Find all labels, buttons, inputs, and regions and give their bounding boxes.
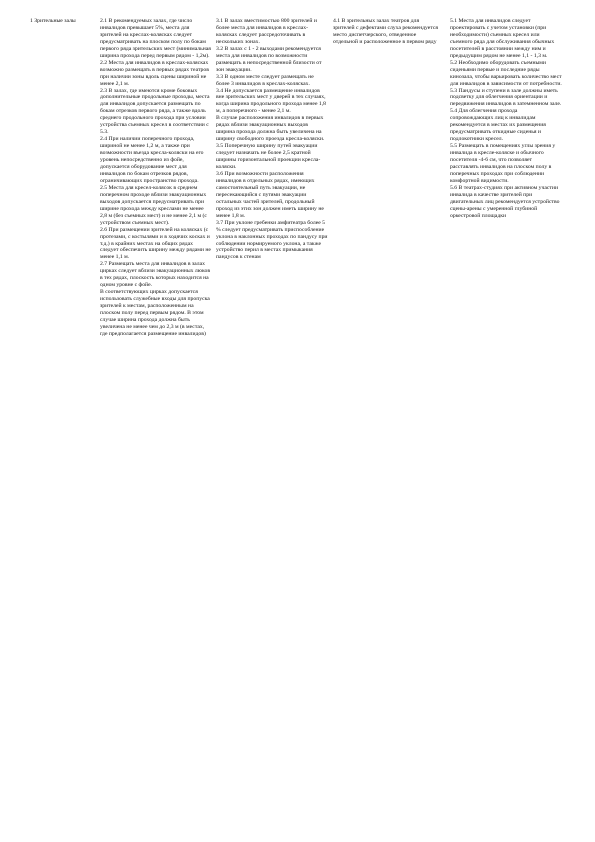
paragraph: 3.2 В залах с 1 - 2 выходами рекомендуется места для инвалидов по возможности размещать в непосредственной близости от зон эвакуации.	[216, 45, 322, 73]
paragraph: 3.5 Поперечную ширину путей эвакуации следует назначать не более 2,5 кратной ширины горизонтальной проекции кресла-коляски.	[216, 143, 321, 171]
paragraph: 1 Зрительные залы	[30, 18, 76, 24]
column-section-3	[216, 18, 328, 261]
paragraph: 5.3 Пандусы и ступени в зале должны иметь подсветку для облегчения ориентации и передвижения инвалидов в затемненном зале.	[450, 87, 562, 108]
paragraph: 5.4 Для облегчения прохода сопровождающих лиц к инвалидам рекомендуется в местах их размещения предусматривать откидные сиденья и подлокотники кресел.	[450, 108, 546, 143]
paragraph: 2.3 В залах, где имеются кроме боковых дополнительные продольные проходы, места для инвалидов допускается размещать по бокам отрезков первого ряда, а также вдоль среднего продольного прохода при условии устройства съемных кресел в соответствии с 5.3.	[100, 87, 210, 136]
paragraph: 2.1 В рекомендуемых залах, где число инвалидов превышает 5%, места для зрителей на креслах-колясках следует предусматривать на плоском полу по бокам первого ряда зрительских мест (минимальная ширина прохода перед первым рядом - 1,2м).	[100, 18, 211, 59]
paragraph: 4.1 В зрительных залах театров для зрителей с дефектами слуха рекомендуется место диспетчерского, отведенное отдельной и расположенное в первом ряду	[333, 18, 438, 45]
column-zone-name	[30, 18, 82, 25]
paragraph: 2.4 При наличии поперечного прохода, шириной не менее 1,2 м, а также при возможности въезда кресла-коляски на его уровень непосредственно из фойе, допускается оборудование мест для инвалидов по бокам отрезков рядов, ограничивающих пространство прохода.	[100, 136, 204, 184]
paragraph: 5.2 Необходимо оборудовать съемными сиденьями первые и последние ряды кинозала, чтобы варьировать количество мест для инвалидов в зависимости от потребности.	[450, 59, 562, 87]
paragraph: 3.1 В залах вместимостью 800 зрителей и более места для инвалидов в креслах-колясках следует рассредоточивать в нескольких зонах.	[216, 18, 317, 45]
column-section-5	[450, 18, 562, 220]
column-section-2	[100, 18, 212, 338]
paragraph: 2.6 При размещении зрителей на колясках (с протезами, с костылями и в ходячих косках и т.д.) в крайних местах на общих рядах следует обеспечить ширину между рядами не менее 1,1 м.	[100, 226, 211, 261]
paragraph: 3.6 При возможности расположения инвалидов в отдельных рядах, имеющих самостоятельный путь эвакуации, не пересекающийся с путями эвакуации остальных частей зрителей, продольный проход из этих зон должен иметь ширину не менее 1,8 м.	[216, 170, 324, 219]
paragraph: 3.3 В одном месте следует размещать не более 3 инвалидов в креслах-колясках.	[216, 73, 314, 87]
paragraph: 3.4 Не допускается размещение инвалидов вне зрительских мест у дверей в тех случаях, когда ширина продольного прохода менее 1,8 м, а поперечного - менее 2,1 м.	[216, 87, 326, 115]
paragraph: 2.7 Размещать места для инвалидов в залах циркаx следует вблизи эвакуационных люков в тех рядах, плоскость которых находится на одном уровне с фойе.	[100, 261, 211, 289]
paragraph: 2.5 Места для кресел-колясок в среднем поперечном проходе вблизи эвакуационных выходов допускается предусматривать при ширине прохода между креслами не менее 2,8 м (без съемных мест) и не менее 2,1 м (с устройством съемных мест).	[100, 184, 207, 226]
column-section-4	[333, 18, 438, 46]
paragraph: В соответствующих циркаx допускается использовать служебные входы для пропуска зрителей к местам, расположенным на плоском полу перед первым рядом. В этом случае ширина прохода должна быть увеличена не менее чем до 2,3 м (в местах, где предполагается размещение инвалидов)	[100, 289, 210, 337]
paragraph: 5.6 В театрах-студиях при активном участии инвалида в качестве зрителей при двигательных лиц рекомендуется устройство сцены-арены с умеренной глубиной оркестровой площадки	[450, 184, 560, 219]
paragraph: 2.2 Места для инвалидов в креслах-колясках возможно размещать в первых рядах театров при наличии зоны вдоль сцены шириной не менее 2,1 м.	[100, 59, 209, 87]
paragraph: 5.5 Размещать в помещениях углы зрения у инвалида в кресле-коляске и обычного посетителя -4-6 см, что позволяет расставлять инвалидов на плоском полу в поперечных проходах при соблюдении комфортной видимости.	[450, 143, 556, 184]
paragraph: 3.7 При уклоне гребенки амфитеатра более 5 % следует предусматривать приспособление уклона в наклонных проходах по пандусу при соблюдении нормируемого уклона, а также устройство перил в местах примыкания пандусов к стенам	[216, 219, 328, 261]
paragraph: В случае расположения инвалидов в первых рядах вблизи эвакуационных выходов ширина прохода должна быть увеличена на ширину свободного проезда кресла-коляски.	[216, 115, 325, 143]
paragraph: 5.1 Места для инвалидов следует проектировать с учетом установки (при необходимости) съемных кресел или съемного ряда для обслуживания обычных посетителей в расстоянии между ним и предыдущим рядом не менее 1,1 - 1,3 м.	[450, 18, 555, 59]
document-page	[30, 18, 570, 818]
